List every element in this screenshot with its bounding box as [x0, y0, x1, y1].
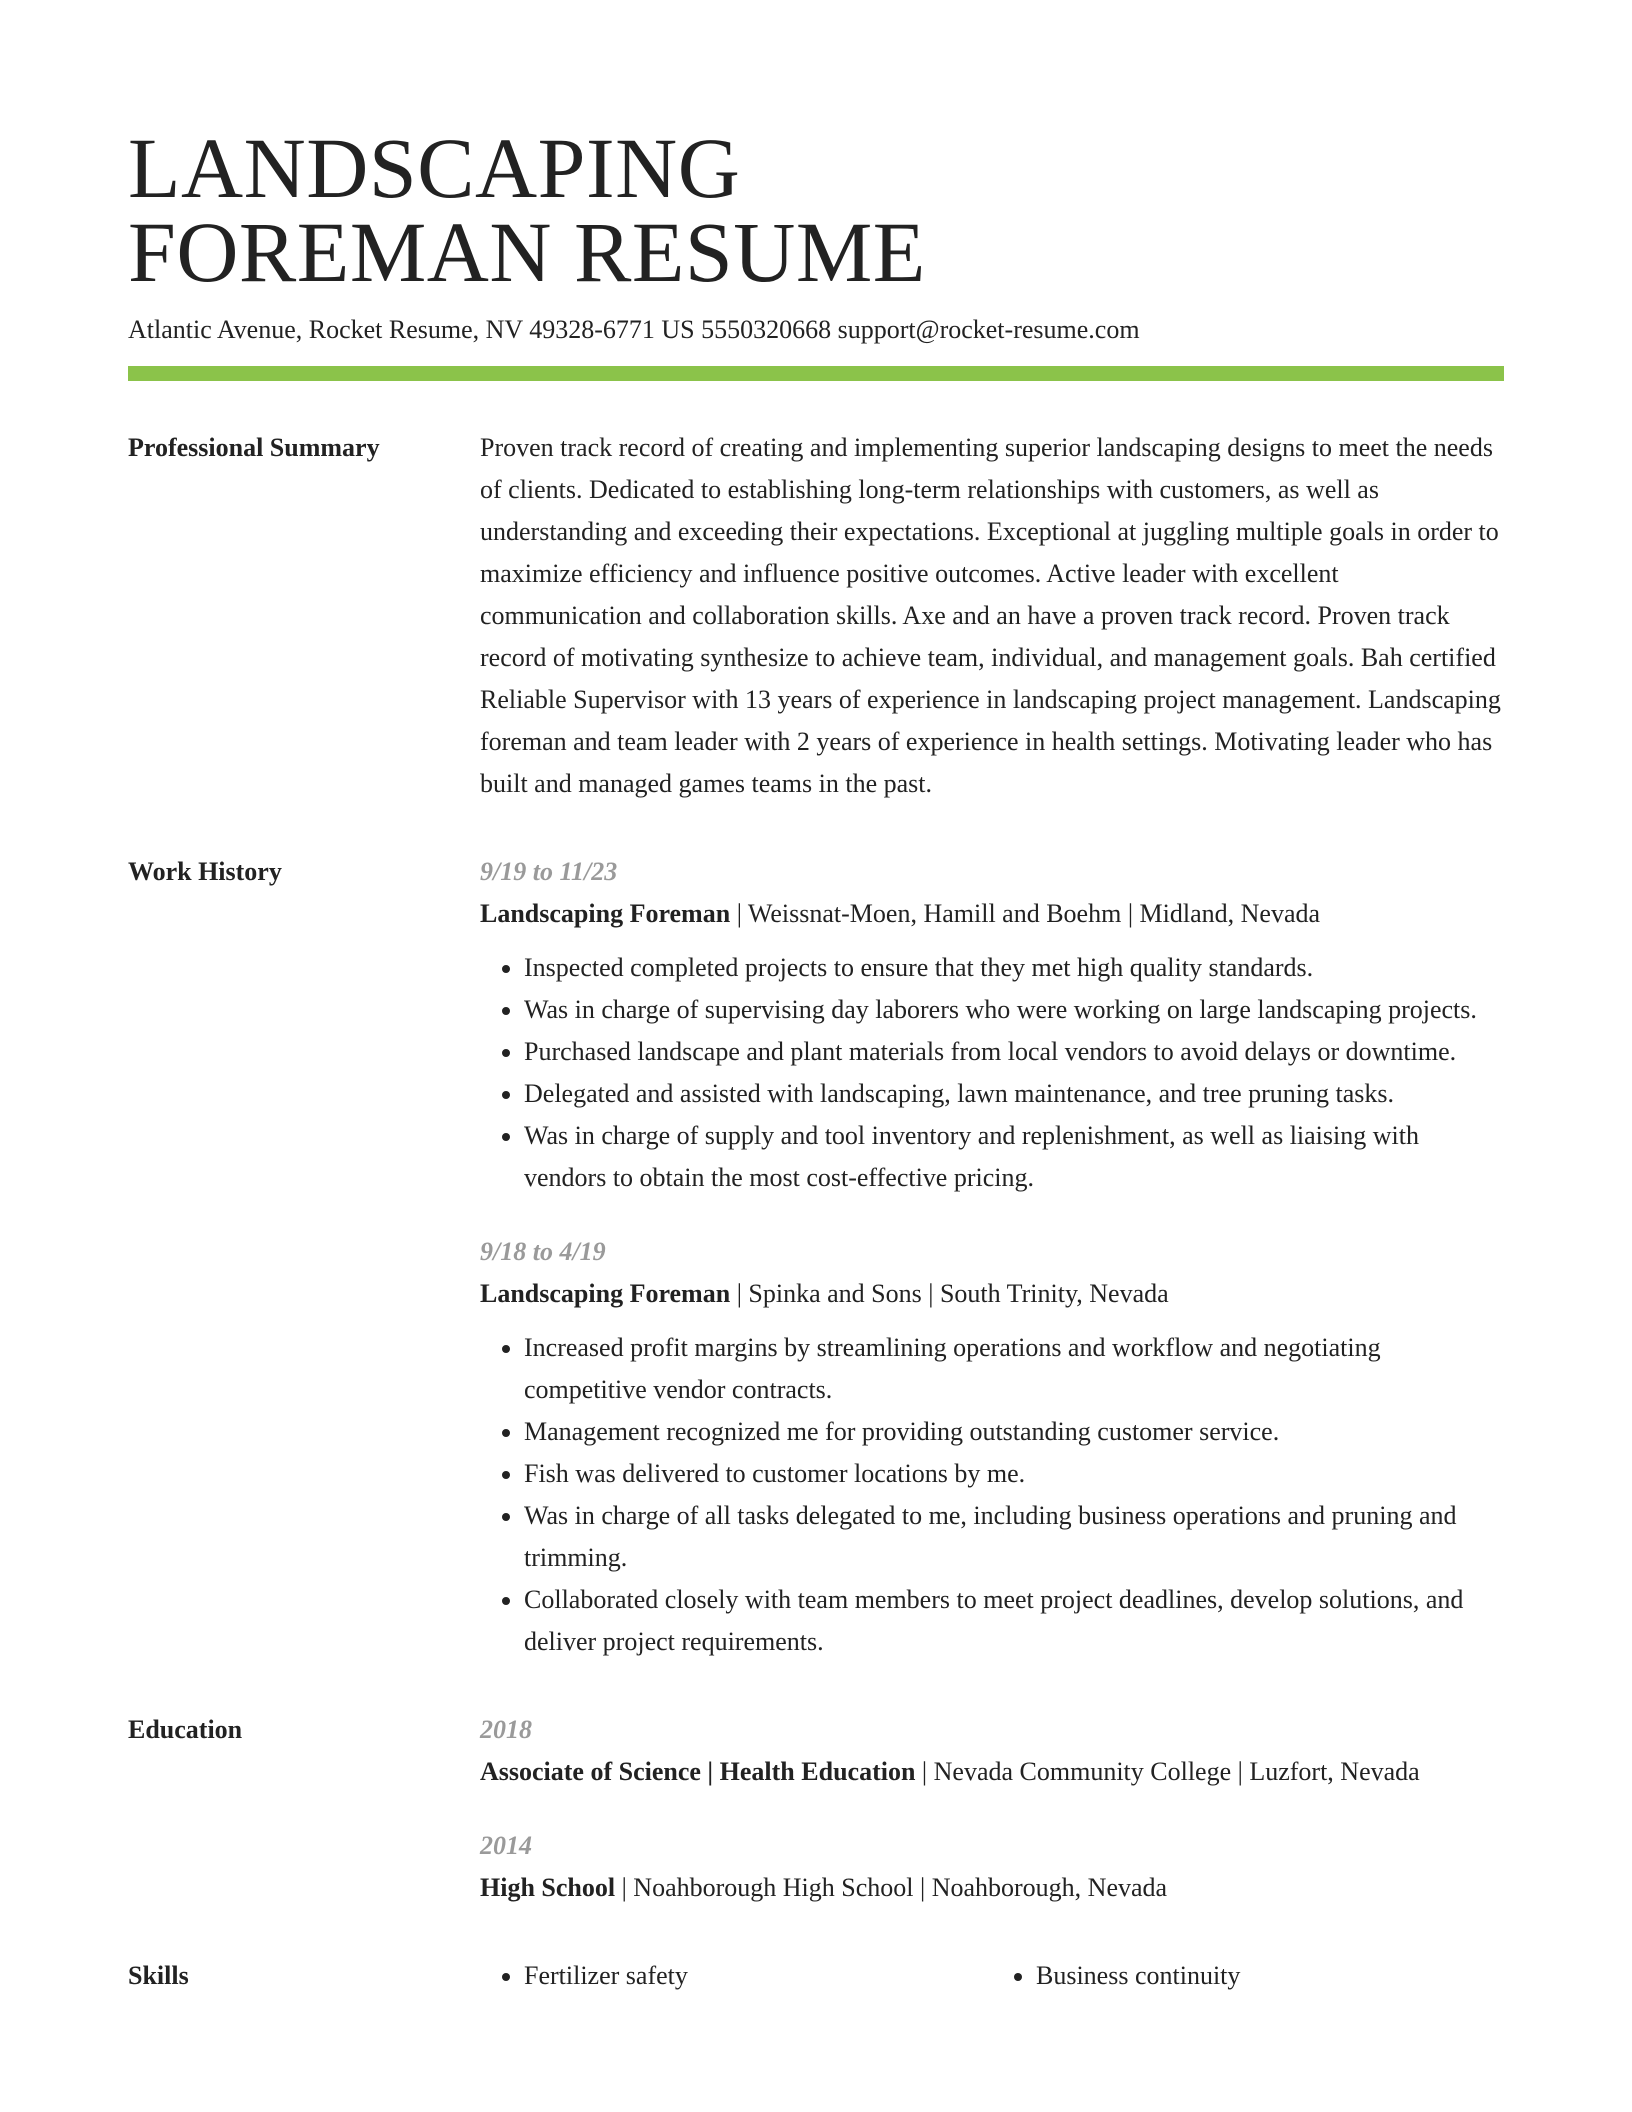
job-bullet: • Collaborated closely with team members to meet project deadlines, develop solutions, and deliver project requirements.: [524, 1579, 1504, 1663]
education-heading: [480, 1867, 1504, 1909]
title-line-1: LANDSCAPING: [128, 120, 741, 216]
education-entry: [480, 1825, 1504, 1909]
education-date: 2018: [480, 1715, 532, 1744]
job-bullet: • Purchased landscape and plant materials from local vendors to avoid delays or downtime.: [524, 1031, 1504, 1073]
skills-body: [480, 1955, 1504, 1997]
education-date: 2014: [480, 1831, 532, 1860]
job-bullet: • Delegated and assisted with landscaping, lawn maintenance, and tree pruning tasks.: [524, 1073, 1504, 1115]
job-entry: [480, 851, 1504, 1199]
education-degree: High School: [480, 1873, 616, 1902]
job-bullet: • Was in charge of supervising day laborers who were working on large landscaping projects.: [524, 989, 1504, 1031]
education-body: [480, 1709, 1504, 1909]
job-details: | Weissnat-Moen, Hamill and Boehm | Midland, Nevada: [730, 899, 1321, 928]
job-bullets: [480, 947, 1504, 1199]
job-bullets: [480, 1327, 1504, 1663]
resume-page: [128, 0, 1504, 1997]
job-bullet: • Increased profit margins by streamlining operations and workflow and negotiating competitive vendor contracts.: [524, 1327, 1504, 1411]
education-heading: [480, 1751, 1504, 1793]
education-section: [128, 1709, 1504, 1909]
job-title: Landscaping Foreman: [480, 899, 731, 928]
skill-item: • Business continuity: [1036, 1955, 1504, 1997]
summary-section: [128, 427, 1504, 805]
job-bullet: • Was in charge of all tasks delegated to me, including business operations and pruning and trimming.: [524, 1495, 1504, 1579]
education-details: | Nevada Community College | Luzfort, Nevada: [915, 1757, 1420, 1786]
education-degree: Associate of Science | Health Education: [480, 1757, 916, 1786]
work-history-label: Work History: [128, 857, 282, 886]
header-divider: [128, 366, 1504, 381]
resume-title: [128, 120, 1504, 300]
job-date: 9/19 to 11/23: [480, 857, 618, 886]
skills-label: Skills: [128, 1961, 189, 1990]
skills-column-right: [992, 1955, 1504, 1997]
skills-section: [128, 1955, 1504, 1997]
skills-column-left: [480, 1955, 992, 1997]
job-title: Landscaping Foreman: [480, 1279, 731, 1308]
job-bullet: • Inspected completed projects to ensure that they met high quality standards.: [524, 947, 1504, 989]
work-history-section: [128, 851, 1504, 1663]
job-entry: [480, 1231, 1504, 1663]
education-details: | Noahborough High School | Noahborough, Nevada: [615, 1873, 1168, 1902]
work-history-body: [480, 851, 1504, 1663]
skill-item: • Fertilizer safety: [524, 1955, 992, 1997]
job-bullet: • Management recognized me for providing outstanding customer service.: [524, 1411, 1504, 1453]
summary-text: Proven track record of creating and implementing superior landscaping designs to meet the needs of clients. Dedicated to establishing long-term relationships with customers, as well as understanding and exceeding their expectations. Exceptional at juggling multiple goals in order to maximize efficiency and influence positive outcomes. Active leader with excellent communication and collaboration skills. Axe and an have a proven track record. Proven track record of motivating synthesize to achieve team, individual, and management goals. Bah certified Reliable Supervisor with 13 years of experience in landscaping project management. Landscaping foreman and team leader with 2 years of experience in health settings. Motivating leader who has built and managed games teams in the past.: [480, 433, 1501, 798]
job-bullet: • Was in charge of supply and tool inventory and replenishment, as well as liaising with vendors to obtain the most cost-effective pricing.: [524, 1115, 1504, 1199]
summary-label: Professional Summary: [128, 433, 380, 462]
job-details: | Spinka and Sons | South Trinity, Nevada: [730, 1279, 1169, 1308]
job-bullet: • Fish was delivered to customer locations by me.: [524, 1453, 1504, 1495]
job-date: 9/18 to 4/19: [480, 1237, 606, 1266]
job-heading: [480, 1273, 1504, 1315]
job-heading: [480, 893, 1504, 935]
education-label: Education: [128, 1715, 243, 1744]
contact-info: Atlantic Avenue, Rocket Resume, NV 49328-6771 US 5550320668 support@rocket-resume.com: [128, 315, 1140, 344]
summary-body: [480, 427, 1504, 805]
title-line-2: FOREMAN RESUME: [128, 204, 926, 300]
education-entry: [480, 1709, 1504, 1793]
